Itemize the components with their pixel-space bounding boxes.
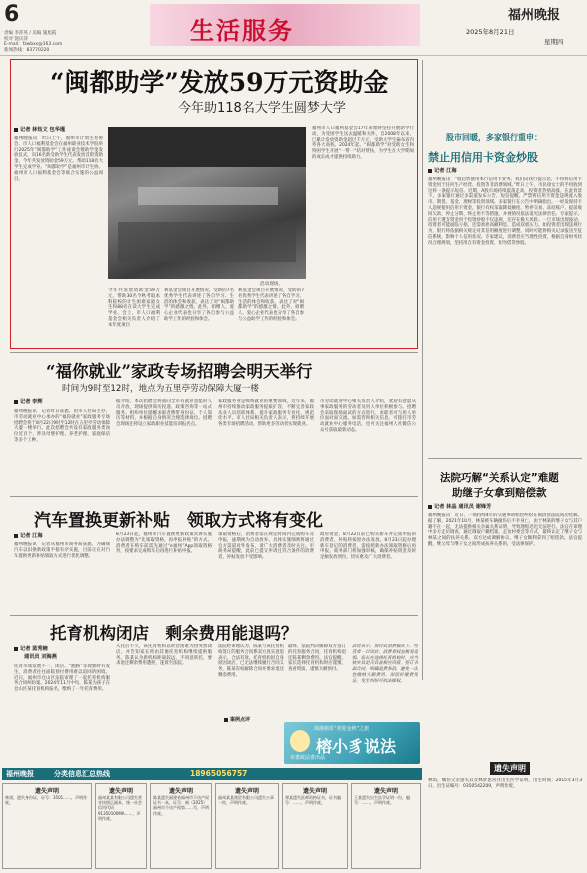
notice-6 (351, 783, 421, 869)
lead-col4: 福州市人口福利基金会17年来始终坚持开展助学行动，为受困学生送去温暖和关怀。自2008年以来，已累计发放资助金超过千万元，受助大学生遍布省内外各大高校。2024年起，“闽都助学”对受助女生和特困学生开展“一帮一”结对帮扶，为学生在大学期间的成长成才提供持续助力。 (312, 126, 414, 160)
car-col3: 领取资格后，消费者需在规定时间内完成购车及申报，逾期视为自动放弃。具体实施细则将通过官方渠道对外发布，请广大消费者及时关注。市商务局提醒，此前已提交申请且符合条件的消费者，补贴发放不受影响。 (218, 532, 314, 561)
court-byline: 记者 林晶 通讯员 谢锋芳 (428, 503, 491, 510)
section-title: 生活服务 (190, 16, 294, 45)
bank-byline: 记者 江海 (428, 167, 457, 174)
lead-headline: “闽都助学”发放59万元资助金 (50, 68, 389, 97)
notice-text: 福州某某有限公司遗失营业执照正副本，统一社会信用代码91350100MA……，声明作废。 (98, 795, 142, 821)
notice-4 (215, 783, 279, 869)
right-notice-title: 遗失声明 (490, 762, 530, 775)
notice-2 (95, 783, 147, 869)
classified-title: 分类信息汇总热线 (54, 770, 110, 778)
bank-headline: 禁止用信用卡资金炒股 (428, 151, 538, 164)
jobfair-subhead: 时间为9时至12时，地点为五里亭劳动保障大厦一楼 (62, 384, 259, 394)
lead-col1: 福州晚报讯 昨日上午，福州市计划生育协会、市人口福利基金会在福州职业技术学院举行2025年“闽都助学”工作座谈会暨助学金发放仪式，向16名新受助学生代表发放首批资助金。今年共发放资助金59万元，帮助118名大学生完成学业。“闽都助学”是福州市计生协、福州市人口福利基金会等联合实施的公益项目。 (14, 136, 103, 182)
lead-col3: 利基金会项目开展情况，受助的7名优秀学生代表讲述了各自学习、生活的体会和收获，表达了对“闽都助学”的感激之情。此外，捐赠人、爱心企业代表也分享了各自参与公益助学工作的经验和体会。 (164, 288, 234, 322)
notice-5 (282, 783, 348, 869)
notice-text: 福州某某商贸有限公司遗失公章一枚，声明作废。 (218, 795, 274, 806)
notice-text: 王某遗失出生医学证明一份，编号：……，声明作废。 (354, 795, 410, 806)
mid-ad-top: 漳港榕乐“喜迎金秋”之旅 (314, 726, 370, 732)
right-notice-text: 林琪，慨你父亲遗失其女林梦思常住出生医学证明，出生时间：2015年3月3日，出生证编号：0350542209，声明作废。 (428, 778, 582, 789)
notice-text: 郑某遗失医师资格证书，证书编号：……，声明作废。 (285, 795, 341, 806)
car-byline: 记者 江海 (14, 532, 43, 539)
lead-col2: 今年共发放资助金59万元，帮助30名今秋考取本科院校的计生困难家庭女生和88名在读大学生完成学业。会上，市人口福利基金会相关负责人介绍了本年度项目 (108, 288, 160, 328)
lead-photo (108, 127, 306, 279)
car-col4: 政府资金，8月22日前已购买新车并完成申报的消费者，补贴将按原办法发放。8月23日起办理新车登记的消费者，需按照新办法领取资格后再申报。商务部门将加强审核，确保补贴资金及时足额发放到位，切实惠及广大消费者。 (320, 532, 416, 561)
notice-3 (150, 783, 212, 869)
notice-title: 遗失声明 (373, 788, 398, 795)
issue-weekday: 星期四 (544, 38, 564, 46)
jobfair-col3: 家政服务业是吸纳就业的重要领域。近年来，福州市持续推动家政服务提质扩容，不断完善家政从业人员培训体系，提升家政服务专业化、规范化水平。市人社局相关负责人表示，将持续开展各类专场招聘活动，帮助更多劳动者实现就业。 (218, 399, 314, 428)
notice-title: 遗失声明 (302, 788, 327, 795)
issue-date: 2025年8月21日 (466, 28, 515, 36)
jobfair-headline: “福你就业”家政专场招聘会明天举行 (46, 362, 313, 381)
classified-phone: 18965056757 (190, 769, 248, 778)
jobfair-col2: 据介绍，本次招聘会将面向全市有就业意愿的人员开放，现场提供简历投递、政策咨询等一站式服务。组织单位提醒求职者携带身份证、个人简历等材料，并根据自身情况合理选择岗位。招聘会现场还将设立家政职业技能培训报名点。 (116, 399, 212, 428)
notice-1 (2, 783, 92, 869)
court-headline2: 助继子女拿到赔偿款 (452, 487, 547, 499)
notice-text: 陈某遗失福建省福州市不动产权证书一本，证号：闽（2025）福州市不动产权第……号，声明作废。 (153, 795, 209, 816)
mid-ad-sub: 市委政法委出品 (290, 755, 326, 761)
notice-title: 遗失声明 (34, 788, 59, 795)
editor-info: 责编 李萍英 / 美编 施旭霞 校对 饶庆萍 E-mail：fzwbxs@163.com 新闻热线：83770220 (4, 31, 63, 53)
childcare-headline: 托育机构闭店 剩余费用能退吗？ (50, 624, 298, 643)
notices-row (2, 783, 582, 871)
car-headline: 汽车置换更新补贴 领取方式将有变化 (34, 511, 323, 531)
childcare-col4: 最终，法院判决解除双方签订的托育服务合同，托育机构退还陈某剩余费用。法官提醒，家长选择托育机构时应谨慎，查看资质，谨慎大额预付。 (288, 644, 346, 673)
childcare-col3: 法院经审理认为，陈某与该托育机构签订的服务合同系双方真实意思表示，合法有效。托育机构因自身原因闭店，已无法继续履行合同义务，陈某有权解除合同并要求退还剩余费用。 (218, 644, 284, 678)
lead-photo-caption: 活动现场。 (260, 282, 283, 287)
classified-banner (2, 768, 422, 780)
car-col1: 福州晚报讯 记者从福州市商务局获悉，为确保汽车以旧换新政策平稳有序实施，目前正在对汽车置换更新补贴领取方式进行优化调整。 (14, 542, 110, 559)
page-number: 6 (4, 2, 20, 27)
jobfair-col1: 福州晚报讯 记者昨日获悉，由市人社局主办，市劳动就业中心承办的“福你就业”家政服务专场招聘会将于8月22日9时至12时在五里亭劳动保障大厦一楼举行。此次招聘会共设有家政服务类岗位近百个，涉及母婴护理、养老护理、家庭保洁等多个工种。 (14, 409, 110, 443)
masthead (0, 0, 587, 56)
childcare-byline2: 通讯员 刘海燕 (24, 654, 57, 660)
bank-body: 福州晚报讯 “收趋势使用本行信用卡业务。我们向我行提示您，不得将信用卡资金用于任何生产经营、投资等非消费领域。”昨日上午，市民徐女士的手机收到这样一条提示短信。近期，A股市场持续震荡走高，投资者热情高涨，在此背景下，多家银行通过多渠道发布公告、短信提醒，严禁将信用卡资金违规流入股市、期货、基金、理财等投资领域。多家银行在公告中明确指出，一经发现持卡人违规使用信用卡资金，银行有权采取降低额度、暂停交易、冻结账户、提前收回欠款、停止分期、终止用卡等措施，并视情况依法追究法律责任。专家提示，信用卡透支资金用于投资炒股不仅违规，还存在极大风险。一旦市场出现波动，投资者可能面临亏损，还需承担高额利息，造成双重压力。如投资者出现违规行为，银行将依据相关规定对其信用额度进行调整，同时可能将相关记录报送至征信系统，影响个人信用状况。专家建议，消费者应当理性投资，根据自身财务状况合理规划，坚持用自有资金投资，切勿借贷炒股。 (428, 177, 582, 246)
notice-title: 遗失声明 (108, 788, 133, 795)
childcare-col2: 入托后不久，该托育机构以经营困难为由突然闭店，并告知家长将由其他托育机构继续提供服务。陈某认为新机构距离较远，不同意转托，要求退还剩余费用遭拒，遂诉至法院。 (116, 644, 212, 667)
lead-col3b: 利基金会项目开展情况，受助的7名优秀学生代表讲述了各自学习、生活的体会和收获，表达了对“闽都助学”的感激之情。此外，捐赠人、爱心企业代表也分享了各自参与公益助学工作的经验和体会。 (238, 288, 304, 322)
car-col2: 8月23日起，福州市汽车置换更新政策具体实施办法调整为“先领取资格，再申报补贴”的方式。消费者在购车前需先通过“e福州”App领取资格券，按要求完成购车后再进行补贴申报。 (116, 532, 212, 555)
paper-name: 福州晚报 (508, 8, 561, 23)
childcare-col5: 法官表示，预付式消费模式下，经营者一旦闭店，消费者权益极易受损。家长在选择托育机构时，应当核实其是否具备相应资质，签订书面合同，明确退费条款，避免一次性缴纳大额费用，保留好缴费凭证，发生纠纷可依法维权。 (352, 644, 418, 684)
jobfair-byline: 记者 李辉 (14, 398, 43, 405)
classified-brand: 福州晚报 (6, 770, 34, 778)
notice-title: 遗失声明 (234, 788, 259, 795)
lead-subhead: 今年助118名大学生圆梦大学 (178, 101, 346, 116)
jobfair-col4: 市劳动就业中心相关负责人介绍，欢迎有意愿从事家政服务的劳动者及用人单位积极参与。招聘会采取现场面试的方式进行，求职者可与用人单位面对面交流。如需咨询相关信息，可拨打市劳动就业中心服务电话，也可关注福州人社微信公众号获取最新动态。 (320, 399, 416, 433)
childcare-col1: 托育市场发展不一，闭店、“跑路”等现象时有发生，消费者往往面临预付费用难以追回的困境。近日，福州市仓山区法院审理了一起托育机构服务合同纠纷案。2024年11月中旬，陈某为孩子在仓山区某托育机构报名，缴纳了一年托育费用。 (14, 664, 110, 693)
lead-byline: 记者 林钰文 包华瑾 (14, 126, 65, 133)
section-banner (150, 4, 420, 46)
court-headline1: 法院巧解“关系认定”难题 (440, 472, 559, 484)
mid-ad-big: 榕小豸说法 (316, 737, 397, 756)
case-title: 案例点评 (224, 716, 250, 723)
notice-title: 遗失声明 (168, 788, 193, 795)
childcare-byline: 记者 蓝秀楠 (14, 645, 48, 652)
court-body: 福州晚报讯 近日，一场持续4年的交通事故赔偿纠纷在闽清县法院成功化解。据了解，2021年10月，林某被车辆撞伤后不幸身亡，由于林某的继子女与其户籍不在一起，无法提供相关亲属关系证明，导致理赔迟迟无法进行。法官在审理中多方走访调查，通过调取户籍档案、走访村委会等方式，最终认定了继子女与林某之间的扶养关系，双方达成调解协议，继子女顺利拿到了赔偿款。法官提醒，继父母与继子女之间形成扶养关系的，受法律保护。 (428, 513, 582, 547)
bank-title: 股市回暖，多家银行重申： (446, 133, 542, 142)
mid-ad (284, 722, 420, 764)
mascot-icon (290, 730, 310, 752)
notice-text: 林祺，遗失身份证，证号：3501……，声明作废。 (5, 795, 88, 806)
